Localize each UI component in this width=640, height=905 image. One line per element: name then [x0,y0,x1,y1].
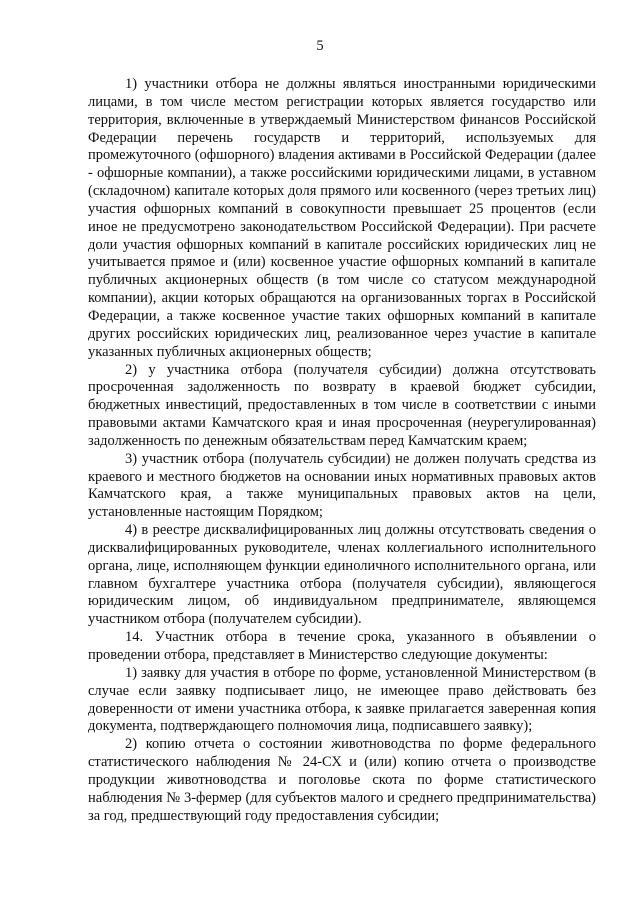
paragraph-application-document: 1) заявку для участия в отборе по форме, установленной Министерством (в случае если заявку подписывает лицо, не имеющее право действовать без доверенности от имени участника отбора, к заявке прилагается заверенная копия документа, подтверждающего полномочия лица, подписавшего заявку); [88,664,596,735]
paragraph-disqualified-persons-requirement: 4) в реестре дисквалифицированных лиц должны отсутствовать сведения о дисквалифицированных руководителе, членах коллегиального исполнительного органа, лице, исполняющем функции единоличного исполнительного органа, или главном бухгалтере участника отбора (получателя субсидии), являющегося юридическим лицом, об индивидуальном предпринимателе, являющемся участником отбора (получателем субсидии). [88,522,596,628]
document-body [88,76,596,825]
page-number: 5 [316,38,324,54]
paragraph-offshore-requirement: 1) участники отбора не должны являться иностранными юридическими лицами, в том числе местом регистрации которых является государство или территория, включенные в утверждаемый Министерством финансов Российской Федерации перечень государств и территорий, используемых для промежуточного (офшорного) владения активами в Российской Федерации (далее - офшорные компании), а также российскими юридическими лицами, в уставном (складочном) капитале которых доля прямого или косвенного (через третьих лиц) участия офшорных компаний в совокупности превышает 25 процентов (если иное не предусмотрено законодательством Российской Федерации). При расчете доли участия офшорных компаний в капитале российских юридических лиц не учитывается прямое и (или) косвенное участие офшорных компаний в капитале публичных акционерных обществ (в том числе со статусом международной компании), акции которых обращаются на организованных торгах в Российской Федерации, а также косвенное участие таких офшорных компаний в капитале других российских юридических лиц, реализованное через участие в капитале указанных публичных акционерных обществ; [88,76,596,360]
paragraph-overdue-debt-requirement: 2) у участника отбора (получателя субсидии) должна отсутствовать просроченная задолженность по возврату в краевой бюджет субсидии, бюджетных инвестиций, предоставленных в том числе в соответствии с иными правовыми актами Камчатского края и иная просроченная (неурегулированная) задолженность по денежным обязательствам перед Камчатским краем; [88,361,596,449]
paragraph-livestock-report-document: 2) копию отчета о состоянии животноводства по форме федерального статистического наблюдения № 24-СХ и (или) копию отчета о производстве продукции животноводства и поголовье скота по форме статистического наблюдения № 3-фермер (для субъектов малого и среднего предпринимательства) за год, предшествующий году предоставления субсидии; [88,736,596,824]
paragraph-other-budget-funds-requirement: 3) участник отбора (получатель субсидии) не должен получать средства из краевого и местного бюджетов на основании иных нормативных правовых актов Камчатского края, а также муниципальных правовых актов на цели, установленные настоящим Порядком; [88,450,596,521]
paragraph-section-14-intro: 14. Участник отбора в течение срока, указанного в объявлении о проведении отбора, представляет в Министерство следующие документы: [88,629,596,663]
